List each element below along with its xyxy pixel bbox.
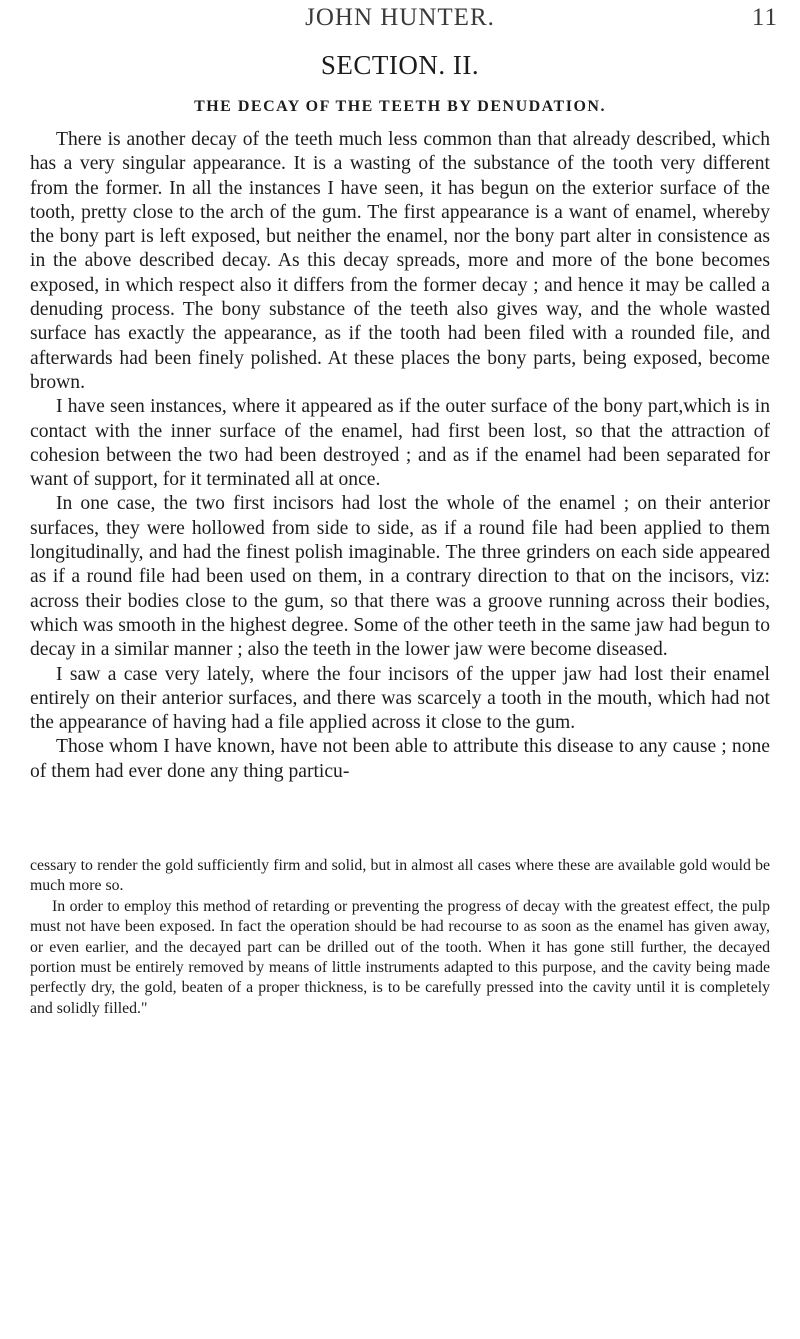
footnote-paragraph: cessary to render the gold sufficiently firm and solid, but in almost all cases where these are available gold would be much more so. xyxy=(30,857,770,895)
section-title: SECTION. II. xyxy=(320,50,480,80)
footnote xyxy=(30,856,770,1019)
paragraph: I have seen instances, where it appeared as if the outer surface of the bony part,which is in contact with the inner surface of the enamel, had first been lost, so that the attraction of cohesion between the two had been destroyed ; and as if the enamel had been separated for want of support, for it terminated all at once. xyxy=(30,396,770,491)
paragraph: There is another decay of the teeth much less common than that already described, which has a very singular appearance. It is a wasting of the substance of the tooth very different from the former. In all the instances I have seen, it has begun on the exterior surface of the tooth, pretty close to the arch of the gum. The first appearance is a want of enamel, whereby the bony part is left exposed, but neither the enamel, nor the bony part alter in consistence as in the above described decay. As this decay spreads, more and more of the bone becomes exposed, in which respect also it differs from the former decay ; and hence it may be called a denuding process. The bony substance of the teeth also gives way, and the whole wasted surface has exactly the appearance, as if the tooth had been filed with a rounded file, and afterwards had been finely polished. At these places the bony parts, being exposed, become brown. xyxy=(30,129,770,393)
footnote-paragraph: In order to employ this method of retarding or preventing the progress of decay with the greatest effect, the pulp must not have been exposed. In fact the operation should be had recourse to as soon as the enamel has given away, or even earlier, and the decayed part can be drilled out of the tooth. When it has gone still further, the decayed portion must be entirely removed by means of little instruments adapted to this purpose, and the cavity being made perfectly dry, the gold, beaten of a proper thickness, is to be carefully pressed into the cavity until it is completely and solidly filled." xyxy=(30,897,770,1017)
section-subtitle: THE DECAY OF THE TEETH BY DENUDATION. xyxy=(194,98,606,115)
paragraph: Those whom I have known, have not been able to attribute this disease to any cause ; none of them had ever done any thing particu- xyxy=(30,736,770,782)
running-head-title: JOHN HUNTER. xyxy=(305,4,495,31)
paragraph: I saw a case very lately, where the four incisors of the upper jaw had lost their enamel entirely on their anterior surfaces, and there was scarcely a tooth in the mouth, which had not the appearance of having had a file applied across it close to the gum. xyxy=(30,663,770,734)
running-head xyxy=(0,4,800,40)
page-number: 11 xyxy=(751,4,778,31)
paragraph: In one case, the two first incisors had lost the whole of the enamel ; on their anterior surfaces, they were hollowed from side to side, as if a round file had been applied to them longitudinally, and had the finest polish imaginable. The three grinders on each side appeared as if a round file had been used on them, in a contrary direction to that on the incisors, viz: across their bodies close to the gum, so that there was a groove running across their bodies, which was smooth in the highest degree. Some of the other teeth in the same jaw had begun to decay in a similar manner ; also the teeth in the lower jaw were become diseased. xyxy=(30,493,770,661)
body-text xyxy=(30,128,770,784)
